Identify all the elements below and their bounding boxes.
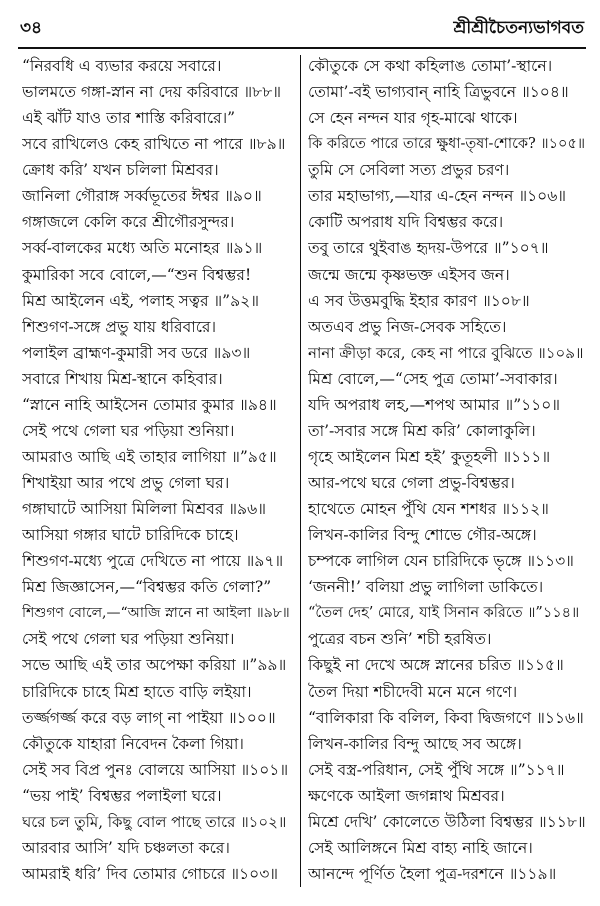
verse-line: আসিয়া গঙ্গার ঘাটে চারিদিকে চাহে। <box>22 526 239 545</box>
verse-line: তার মহাভাগ্য,—যার এ-হেন নন্দন ॥১০৬॥ <box>308 187 567 206</box>
verse-line: গঙ্গাজলে কেলি করে শ্রীগৌরসুন্দর। <box>22 213 235 232</box>
verse-line: তোমা’-বই ভাগ্যবান্ নাহি ত্রিভুবনে ॥১০৪॥ <box>308 83 569 102</box>
right-column <box>308 56 586 888</box>
verse-line: হাথেতে মোহন পুঁথি যেন শশধর ॥১১২॥ <box>308 500 549 519</box>
page-number: ৩৪ <box>20 18 43 38</box>
verse-line: সর্ব্ব-বালকের মধ্যে অতি মনোহর ॥৯১॥ <box>22 239 263 258</box>
verse-line: ভালমতে গঙ্গা-স্নান না দেয় করিবারে ॥৮৮॥ <box>22 83 282 102</box>
page-header <box>20 12 584 46</box>
verse-line: ‘জননী!’ বলিয়া প্রভু লাগিলা ডাকিতে। <box>308 578 544 597</box>
verse-line: ক্ষণেকে আইলা জগন্নাথ মিশ্রবর। <box>308 786 505 805</box>
verse-line: তা’-সবার সঙ্গে মিশ্র করি’ কোলাকুলি। <box>308 421 536 440</box>
verse-line: পুত্রের বচন শুনি’ শচী হরষিত। <box>308 630 492 649</box>
verse-line: চারিদিকে চাহে মিশ্র হাতে বাড়ি লইয়া। <box>22 682 252 701</box>
verse-line: শিখাইয়া আর পথে প্রভু গেলা ঘর। <box>22 474 230 492</box>
verse-line: শিশুগণ-মধ্যে পুত্রে দেখিতে না পায়ে ॥৯৭॥ <box>22 552 284 571</box>
verse-line: “নিরবধি এ ব্যভার করয়ে সবারে। <box>22 57 222 75</box>
verse-line: তুমি সে সেবিলা সত্য প্রভুর চরণ। <box>308 161 510 180</box>
verse-line: কোটি অপরাধ যদি বিশ্বম্ভর করে। <box>308 213 504 232</box>
verse-line: তবু তারে থুইবাঙ হৃদয়-উপরে ॥”১০৭॥ <box>308 239 549 258</box>
verse-line: গৃহে আইলেন মিশ্র হই’ কুতূহলী ॥১১১॥ <box>308 447 551 466</box>
verse-line: সবে রাখিলেও কেহ রাখিতে না পারে ॥৮৯॥ <box>22 135 286 154</box>
verse-line: কুমারিকা সবে বোলে,—“শুন বিশ্বম্ভর! <box>22 265 252 284</box>
verse-line: লিখন-কালির বিন্দু শোভে গৌর-অঙ্গে। <box>308 526 537 545</box>
verse-line: কৌতুকে সে কথা কহিলাঙ তোমা’-স্থানে। <box>308 57 553 75</box>
verse-line: “তৈল দেহ’ মোরে, যাই সিনান করিতে ॥”১১৪॥ <box>308 605 580 622</box>
verse-line: কিছুই না দেখে অঙ্গে স্নানের চরিত ॥১১৫॥ <box>308 656 564 675</box>
verse-line: সেই আলিঙ্গনে মিশ্র বাহ্য নাহি জানে। <box>308 838 533 857</box>
verse-line: আর-পথে ঘরে গেলা প্রভু-বিশ্বম্ভর। <box>308 474 515 492</box>
verse-line: আমরাও আছি এই তাহার লাগিয়া ॥”৯৫॥ <box>22 447 277 466</box>
verse-line: অতএব প্রভু নিজ-সেবক সহিতে। <box>308 317 507 336</box>
verse-line: জন্মে জন্মে কৃষ্ণভক্ত এইসব জন। <box>308 265 510 284</box>
verse-line: আমরাই ধরি’ দিব তোমার গোচরে ॥১০৩॥ <box>22 864 279 883</box>
verse-line: লিখন-কালির বিন্দু আছে সব অঙ্গে। <box>308 734 522 753</box>
verse-line: ঘরে চল তুমি, কিছু বোল পাছে তারে ॥১০২॥ <box>22 812 287 831</box>
verse-line: এই ঝাঁট যাও তার শাস্তি করিবারে।” <box>22 109 236 128</box>
verse-line: ক্রোধ করি’ যখন চলিলা মিশ্রবর। <box>22 161 219 180</box>
verse-line: সবারে শিখায় মিশ্র-স্থানে কহিবার। <box>22 369 223 388</box>
verse-line: নানা ক্রীড়া করে, কেহ না পারে বুঝিতে ॥১০৯॥ <box>308 343 584 362</box>
verse-line: এ সব উত্তমবুদ্ধি ইহার কারণ ॥১০৮॥ <box>308 291 530 310</box>
verse-line: শিশুগণ-সঙ্গে প্রভু যায় ধরিবারে। <box>22 317 216 336</box>
verse-line: “বালিকারা কি বলিল, কিবা দ্বিজগণে ॥১১৬॥ <box>308 708 584 727</box>
verse-line: কৌতুকে যাহারা নিবেদন কৈলা গিয়া। <box>22 734 244 753</box>
verse-line: মিশ্রে দেখি’ কোলেতে উঠিলা বিশ্বম্ভর ॥১১৮॥ <box>308 812 586 831</box>
verse-line: চম্পকে লাগিল যেন চারিদিকে ভৃঙ্গে ॥১১৩॥ <box>308 552 574 571</box>
header-rule <box>18 47 586 49</box>
verse-line: সভে আছি এই তার অপেক্ষা করিয়া ॥”৯৯॥ <box>22 656 287 675</box>
verse-line: জানিলা গৌরাঙ্গ সর্ব্বভূতের ঈশ্বর ॥৯০॥ <box>22 187 262 206</box>
verse-line: মিশ্র বোলে,—“সেহ পুত্র তোমা’-সবাকার। <box>308 369 558 388</box>
verse-line: গঙ্গাঘাটে আসিয়া মিলিলা মিশ্রবর ॥৯৬॥ <box>22 500 266 519</box>
verse-line: সে হেন নন্দন যার গৃহ-মাঝে থাকে। <box>308 109 518 128</box>
verse-line: মিশ্র জিজ্ঞাসেন,—“বিশ্বম্ভর কতি গেলা?” <box>22 578 272 597</box>
verse-line: যদি অপরাধ লহ,—শপথ আমার ॥”১১০॥ <box>308 395 561 414</box>
verse-line: কি করিতে পারে তারে ক্ষুধা-তৃষা-শোকে? ॥১০৫॥ <box>308 136 586 153</box>
verse-line: “ভয় পাই’ বিশ্বম্ভর পলাইলা ঘরে। <box>22 786 222 805</box>
left-column <box>22 56 294 888</box>
verse-line: তর্জ্জগর্জ্জ করে বড় লাগ্‌ না পাইয়া ॥১০০॥ <box>22 708 276 727</box>
verse-line: মিশ্র আইলেন এই, পলাহ সত্বর ॥”৯২॥ <box>22 291 259 310</box>
running-title: শ্রীশ্রীচৈতন্যভাগবত <box>453 18 584 38</box>
verse-line: সেই পথে গেলা ঘর পড়িয়া শুনিয়া। <box>22 630 235 649</box>
verse-line: “স্নানে নাহি আইসেন তোমার কুমার ॥৯৪॥ <box>22 395 277 414</box>
verse-line: সেই সব বিপ্র পুনঃ বোলয়ে আসিয়া ॥১০১॥ <box>22 760 289 779</box>
verse-line: আরবার আসি’ যদি চঞ্চলতা করে। <box>22 838 230 857</box>
verse-line: তৈল দিয়া শচীদেবী মনে মনে গণে। <box>308 682 518 701</box>
verse-line: সেই পথে গেলা ঘর পড়িয়া শুনিয়া। <box>22 421 235 440</box>
verse-line: আনন্দে পূর্ণিত হৈলা পুত্র-দরশনে ॥১১৯॥ <box>308 864 557 883</box>
verse-line: পলাইল ব্রাহ্মণ-কুমারী সব ডরে ॥৯৩॥ <box>22 343 251 362</box>
verse-line: শিশুগণ বোলে,—“আজি স্নানে না আইলা ॥৯৮॥ <box>22 605 290 622</box>
column-divider <box>300 55 301 887</box>
verse-line: সেই বস্ত্র-পরিধান, সেই পুঁথি সঙ্গে ॥”১১৭॥ <box>308 760 565 779</box>
